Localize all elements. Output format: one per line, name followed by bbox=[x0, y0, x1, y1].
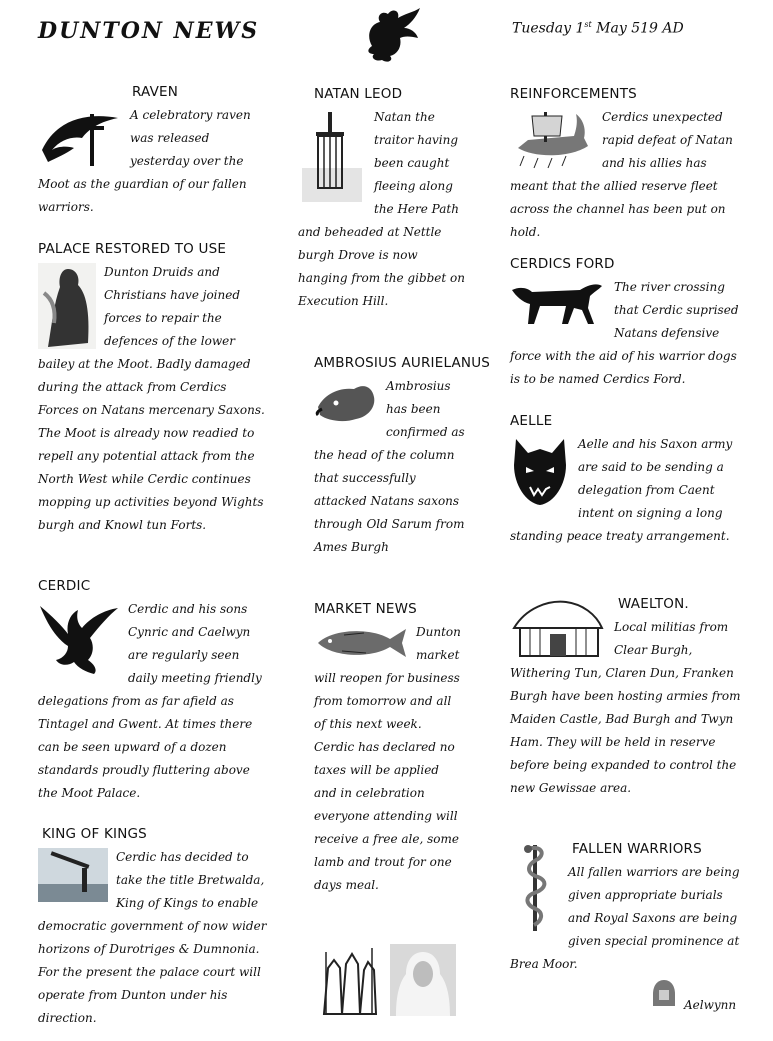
article-palace bbox=[38, 241, 268, 537]
hut-icon bbox=[510, 598, 606, 660]
headline: FALLEN WARRIORS bbox=[572, 841, 702, 857]
article-reinforcements bbox=[510, 86, 748, 244]
gibbet-icon bbox=[298, 108, 366, 204]
article-body: Local militias from Clear Burgh, Withering Tun, Claren Dun, Franken Burgh have been hosting armies from Maiden Castle, Bad Burgh and Twyn Ham. They will be held in reserve before being expanded to control the new Gewissae area. bbox=[510, 620, 741, 795]
article-natan bbox=[298, 86, 468, 313]
druid-figure-icon bbox=[38, 263, 96, 349]
warrior-head-icon bbox=[651, 978, 677, 1010]
article-body: Ambrosius has been confirmed as the head of the column that successfully attacked Natans saxons through Old Sarum from Ames Burgh bbox=[314, 379, 465, 554]
trout-icon bbox=[314, 623, 408, 663]
headline: KING OF KINGS bbox=[42, 826, 147, 842]
headline: AELLE bbox=[510, 413, 553, 429]
article-aelle bbox=[510, 413, 746, 548]
article-body: Cerdic has decided to take the title Bretwalda, King of Kings to enable democratic government of now wider horizons of Durotriges & Dumnonia. For the present the palace court will operate from Dunton under his direction. bbox=[38, 850, 267, 1025]
dragon-emblem-icon bbox=[358, 6, 424, 64]
author-signature: Aelwynn bbox=[684, 998, 737, 1012]
article-raven bbox=[38, 84, 268, 219]
article-body: Aelle and his Saxon army are said to be sending a delegation from Caent intent on signing a long standing peace treaty arrangement. bbox=[510, 437, 733, 543]
article-body: Cerdic and his sons Cynric and Caelwyn are regularly seen daily meeting friendly delegations from as far afield as Tintagel and Gwent. At times there can be seen upward of a dozen standards proudly fluttering above the Moot Palace. bbox=[38, 602, 262, 800]
headline: CERDIC bbox=[38, 578, 91, 594]
raven-cross-icon bbox=[38, 106, 122, 170]
article-body: Dunton market will reopen for business from tomorrow and all of this next week. Cerdic has declared no taxes will be applied and in celebration everyone attending will receive a free ale, some lamb and trout for one days meal. bbox=[314, 625, 461, 892]
sword-landscape-icon bbox=[38, 848, 108, 902]
saxon-warriors-icon bbox=[318, 944, 380, 1016]
article-waelton bbox=[510, 596, 748, 800]
article-kings bbox=[38, 826, 268, 1030]
headline: MARKET NEWS bbox=[314, 601, 417, 617]
masthead-title: DUNTON NEWS bbox=[38, 18, 260, 44]
article-body: Dunton Druids and Christians have joined forces to repair the defences of the lower bailey at the Moot. Badly damaged during the attack from Cerdics Forces on Natans mercenary Saxons. The Moot is already now readied to repell any potential attack from the North West while Cerdic continues mopping up activities beyond Wights burgh and Knowl tun Forts. bbox=[38, 265, 265, 532]
article-market bbox=[314, 601, 464, 897]
winged-dragon-icon bbox=[38, 600, 120, 676]
war-dog-icon bbox=[510, 278, 606, 328]
headline: AMBROSIUS AURIELANUS bbox=[314, 355, 491, 371]
article-ford bbox=[510, 256, 746, 391]
article-cerdic bbox=[38, 578, 268, 805]
serpent-staff-icon bbox=[510, 841, 560, 933]
boar-icon bbox=[314, 377, 378, 429]
headline: NATAN LEOD bbox=[314, 86, 403, 102]
article-body: All fallen warriors are being given appropriate burials and Royal Saxons are being given special prominence at Brea Moor. bbox=[510, 865, 740, 971]
article-ambrosius bbox=[314, 355, 491, 559]
article-fallen bbox=[510, 841, 746, 976]
article-body: Natan the traitor having been caught fleeing along the Here Path and beheaded at Nettle burgh Drove is now hanging from the gibbet on Execution Hill. bbox=[298, 110, 465, 308]
headline: CERDICS FORD bbox=[510, 256, 615, 272]
longship-icon bbox=[514, 108, 594, 170]
headline: REINFORCEMENTS bbox=[510, 86, 637, 102]
issue-date: Tuesday 1st May 519 AD bbox=[512, 20, 684, 37]
veiled-queen-icon bbox=[390, 944, 456, 1016]
article-body: The river crossing that Cerdic suprised Natans defensive force with the aid of his warrior dogs is to be named Cerdics Ford. bbox=[510, 280, 739, 386]
headline: RAVEN bbox=[132, 84, 179, 100]
article-body: Cerdics unexpected rapid defeat of Natan and his allies has meant that the allied reserve fleet across the channel has been put on hold. bbox=[510, 110, 733, 239]
article-body: A celebratory raven was released yesterday over the Moot as the guardian of our fallen warriors. bbox=[38, 108, 251, 214]
headline: WAELTON. bbox=[618, 596, 689, 612]
wolf-head-icon bbox=[510, 435, 570, 507]
headline: PALACE RESTORED TO USE bbox=[38, 241, 227, 257]
bottom-illustrations bbox=[318, 944, 456, 1016]
